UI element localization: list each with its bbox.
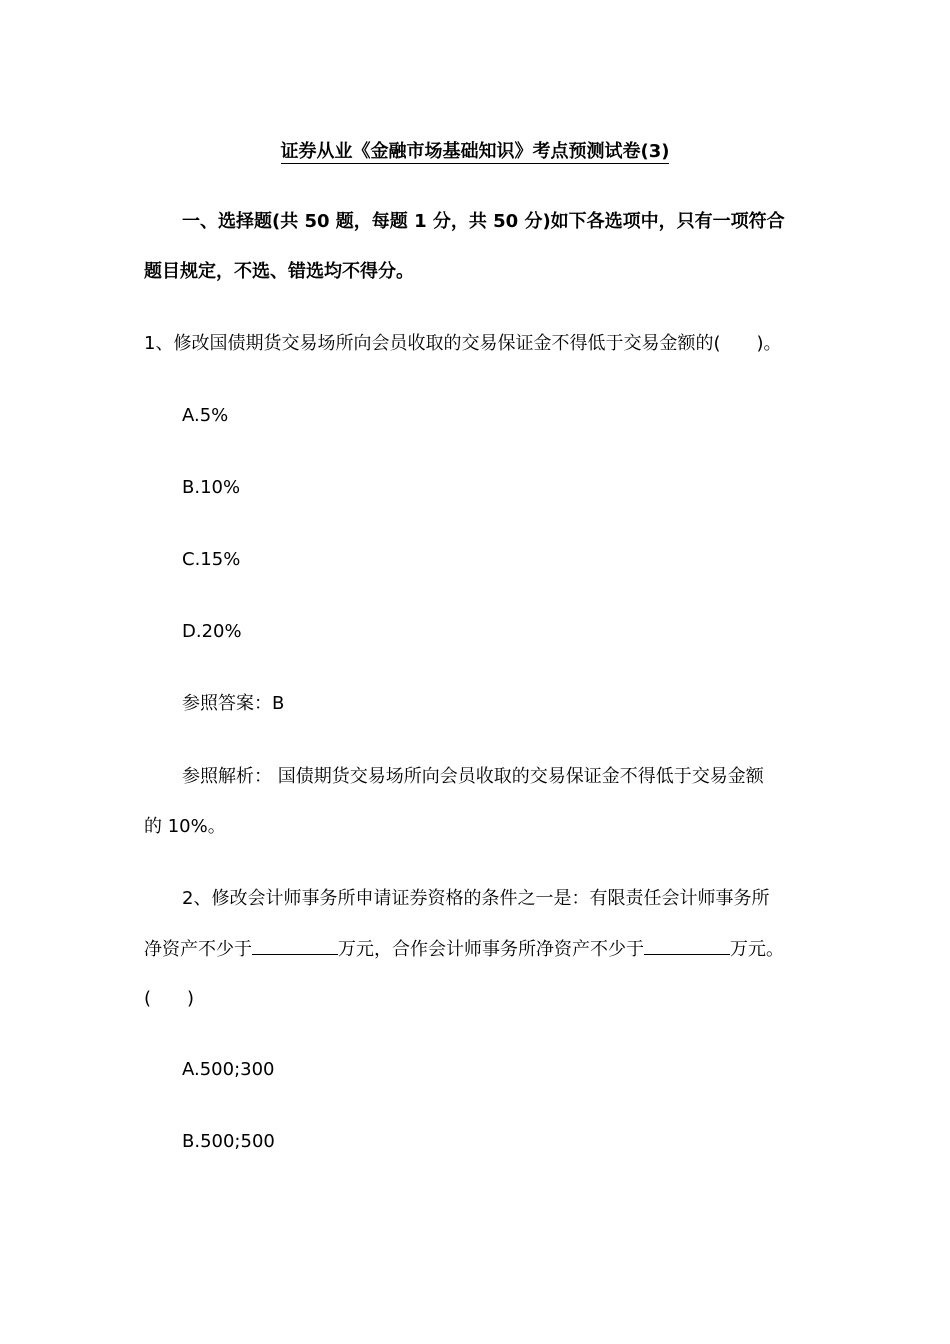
question-1-option-b: B.10% xyxy=(182,477,241,498)
question-2-stem-line-1: 2、修改会计师事务所申请证券资格的条件之一是：有限责任会计师事务所 xyxy=(182,888,770,909)
document-title xyxy=(0,139,950,165)
question-2-option-b: B.500;500 xyxy=(182,1131,275,1152)
question-2-stem-part-b: 万元，合作会计师事务所净资产不少于 xyxy=(338,939,644,960)
question-1-analysis-line-1: 参照解析： 国债期货交易场所向会员收取的交易保证金不得低于交易金额 xyxy=(182,766,764,787)
question-2-stem-part-a: 净资产不少于 xyxy=(144,939,252,960)
section-heading-line-2: 题目规定，不选、错选均不得分。 xyxy=(144,261,414,282)
question-1-option-c: C.15% xyxy=(182,549,241,570)
question-2-stem-line-3: ( ) xyxy=(144,988,195,1009)
question-1-stem: 1、修改国债期货交易场所向会员收取的交易保证金不得低于交易金额的( )。 xyxy=(144,333,782,354)
question-1-option-d: D.20% xyxy=(182,621,242,642)
fill-blank-2 xyxy=(644,936,730,955)
document-title-text: 证券从业《金融市场基础知识》考点预测试卷(3) xyxy=(280,141,670,162)
question-2-option-a: A.500;300 xyxy=(182,1059,275,1080)
question-1-analysis-line-2: 的 10%。 xyxy=(144,816,226,837)
question-2-stem-line-2 xyxy=(144,936,784,963)
fill-blank-1 xyxy=(252,936,338,955)
question-2-stem-part-c: 万元。 xyxy=(730,939,784,960)
question-1-answer: 参照答案：B xyxy=(182,693,285,714)
question-1-option-a: A.5% xyxy=(182,405,229,426)
section-heading-line-1: 一、选择题(共 50 题，每题 1 分，共 50 分)如下各选项中，只有一项符合 xyxy=(182,211,785,232)
